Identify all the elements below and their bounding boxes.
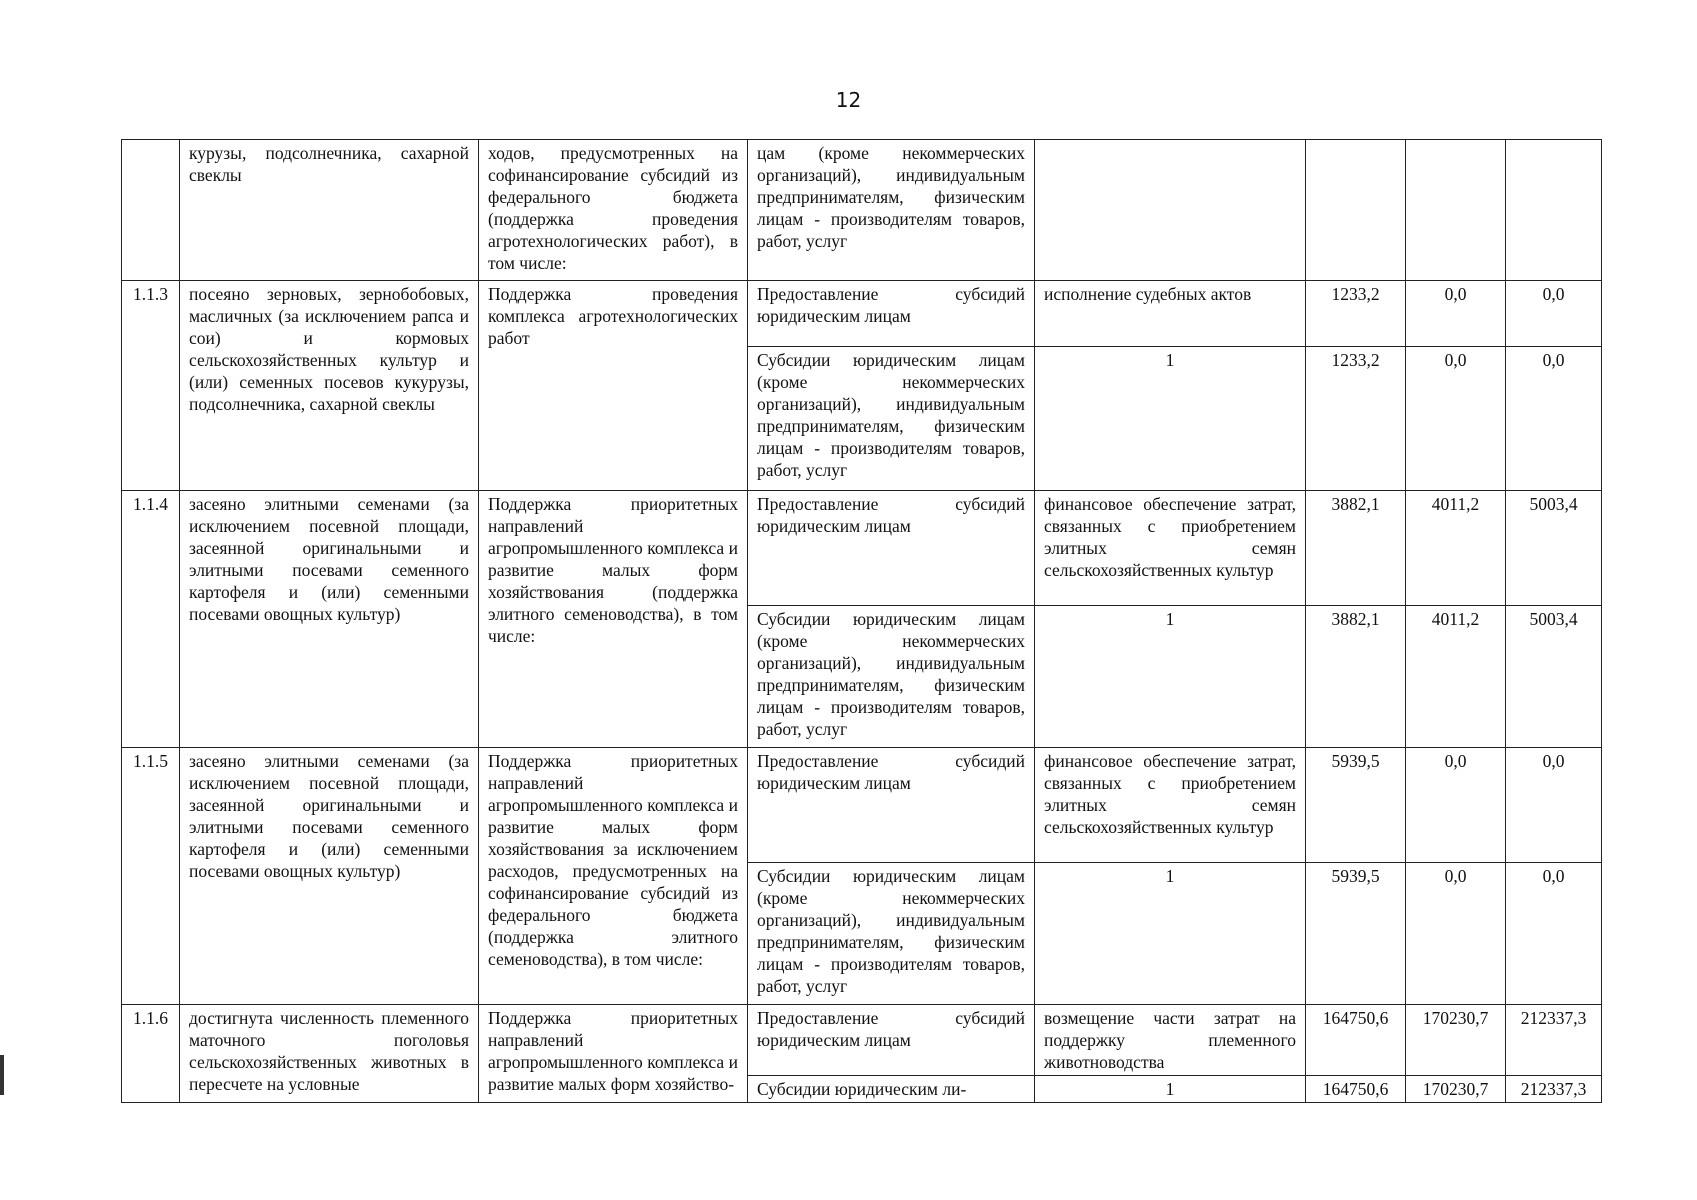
expense-type-cell: Предоставление субсидий юридическим лицам	[748, 281, 1035, 347]
page-number: 12	[835, 88, 862, 112]
expense-type-cell: Предоставление субсидий юридическим лицам	[748, 748, 1035, 863]
direction-code-cell: 1	[1035, 606, 1306, 748]
value-cell: 1233,2	[1306, 347, 1406, 491]
expense-type-cell: Субсидии юридическим лицам (кроме некоммерческих организаций), индивидуальным предпринимателям, физическим лицам - производителям товаров, работ, услуг	[748, 863, 1035, 1005]
value-cell: 0,0	[1406, 347, 1506, 491]
value-cell: 1233,2	[1306, 281, 1406, 347]
direction-code-cell: 1	[1035, 863, 1306, 1005]
value-cell: 0,0	[1506, 748, 1602, 863]
value-cell: 5003,4	[1506, 491, 1602, 606]
value-cell: 5003,4	[1506, 606, 1602, 748]
value-cell: 0,0	[1406, 281, 1506, 347]
direction-cell	[1035, 140, 1306, 281]
value-cell: 0,0	[1506, 863, 1602, 1005]
value-cell	[1306, 140, 1406, 281]
expense-type-cell: Субсидии юридическим лицам (кроме некоммерческих организаций), индивидуальным предпринимателям, физическим лицам - производителям товаров, работ, услуг	[748, 606, 1035, 748]
indicator-cell: достигнута численность племенного маточного поголовья сельскохозяйственных животных в пересчете на условные	[180, 1005, 479, 1103]
value-cell: 3882,1	[1306, 606, 1406, 748]
row-number: 1.1.5	[122, 748, 180, 1005]
expense-type-cell: Предоставление субсидий юридическим лицам	[748, 1005, 1035, 1076]
row-number: 1.1.3	[122, 281, 180, 491]
table-row	[122, 1005, 1602, 1076]
value-cell: 5939,5	[1306, 863, 1406, 1005]
value-cell: 164750,6	[1306, 1005, 1406, 1076]
table-row	[122, 281, 1602, 347]
value-cell: 0,0	[1506, 347, 1602, 491]
value-cell: 212337,3	[1506, 1076, 1602, 1103]
direction-code-cell: 1	[1035, 1076, 1306, 1103]
value-cell: 5939,5	[1306, 748, 1406, 863]
indicator-cell: курузы, подсолнечника, сахарной свеклы	[180, 140, 479, 281]
indicator-cell: засеяно элитными семенами (за исключением посевной площади, засеянной оригинальными и элитными посевами семенного картофеля и (или) семенными посевами овощных культур)	[180, 491, 479, 748]
measure-cell: ходов, предусмотренных на софинансирование субсидий из федерального бюджета (поддержка проведения агротехнологических работ), в том числе:	[479, 140, 748, 281]
measure-cell: Поддержка приоритетных направлений агропромышленного комплекса и развитие малых форм хозяйствования (поддержка элитного семеноводства), в том числе:	[479, 491, 748, 748]
value-cell: 0,0	[1406, 748, 1506, 863]
direction-code-cell: 1	[1035, 347, 1306, 491]
measure-cell: Поддержка приоритетных направлений агропромышленного комплекса и развитие малых форм хозяйствования за исключением расходов, предусмотренных на софинансирование субсидий из федерального бюджета (поддержка элитного семеноводства), в том числе:	[479, 748, 748, 1005]
direction-cell: финансовое обеспечение затрат, связанных с приобретением элитных семян сельскохозяйственных культур	[1035, 748, 1306, 863]
row-number	[122, 140, 180, 281]
table-row	[122, 748, 1602, 863]
value-cell: 164750,6	[1306, 1076, 1406, 1103]
value-cell: 212337,3	[1506, 1005, 1602, 1076]
expense-type-cell: Субсидии юридическим лицам (кроме некоммерческих организаций), индивидуальным предпринимателям, физическим лицам - производителям товаров, работ, услуг	[748, 347, 1035, 491]
table-row	[122, 491, 1602, 606]
indicator-cell: посеяно зерновых, зернобобовых, масличных (за исключением рапса и сои) и кормовых сельскохозяйственных культур и (или) семенных посевов кукурузы, подсолнечника, сахарной свеклы	[180, 281, 479, 491]
budget-table	[121, 139, 1602, 1103]
value-cell: 170230,7	[1406, 1005, 1506, 1076]
direction-cell: финансовое обеспечение затрат, связанных с приобретением элитных семян сельскохозяйственных культур	[1035, 491, 1306, 606]
expense-type-cell: Субсидии юридическим ли-	[748, 1076, 1035, 1103]
expense-type-cell: Предоставление субсидий юридическим лицам	[748, 491, 1035, 606]
direction-cell: возмещение части затрат на поддержку племенного животноводства	[1035, 1005, 1306, 1076]
margin-mark	[0, 1055, 4, 1095]
table-row	[122, 140, 1602, 281]
value-cell: 0,0	[1406, 863, 1506, 1005]
indicator-cell: засеяно элитными семенами (за исключением посевной площади, засеянной оригинальными и элитными посевами семенного картофеля и (или) семенными посевами овощных культур)	[180, 748, 479, 1005]
measure-cell: Поддержка приоритетных направлений агропромышленного комплекса и развитие малых форм хозяйство-	[479, 1005, 748, 1103]
direction-cell: исполнение судебных актов	[1035, 281, 1306, 347]
expense-type-cell: цам (кроме некоммерческих организаций), индивидуальным предпринимателям, физическим лицам - производителям товаров, работ, услуг	[748, 140, 1035, 281]
value-cell: 3882,1	[1306, 491, 1406, 606]
value-cell: 170230,7	[1406, 1076, 1506, 1103]
value-cell	[1406, 140, 1506, 281]
measure-cell: Поддержка проведения комплекса агротехнологических работ	[479, 281, 748, 491]
value-cell: 0,0	[1506, 281, 1602, 347]
row-number: 1.1.4	[122, 491, 180, 748]
value-cell	[1506, 140, 1602, 281]
value-cell: 4011,2	[1406, 491, 1506, 606]
row-number: 1.1.6	[122, 1005, 180, 1103]
value-cell: 4011,2	[1406, 606, 1506, 748]
